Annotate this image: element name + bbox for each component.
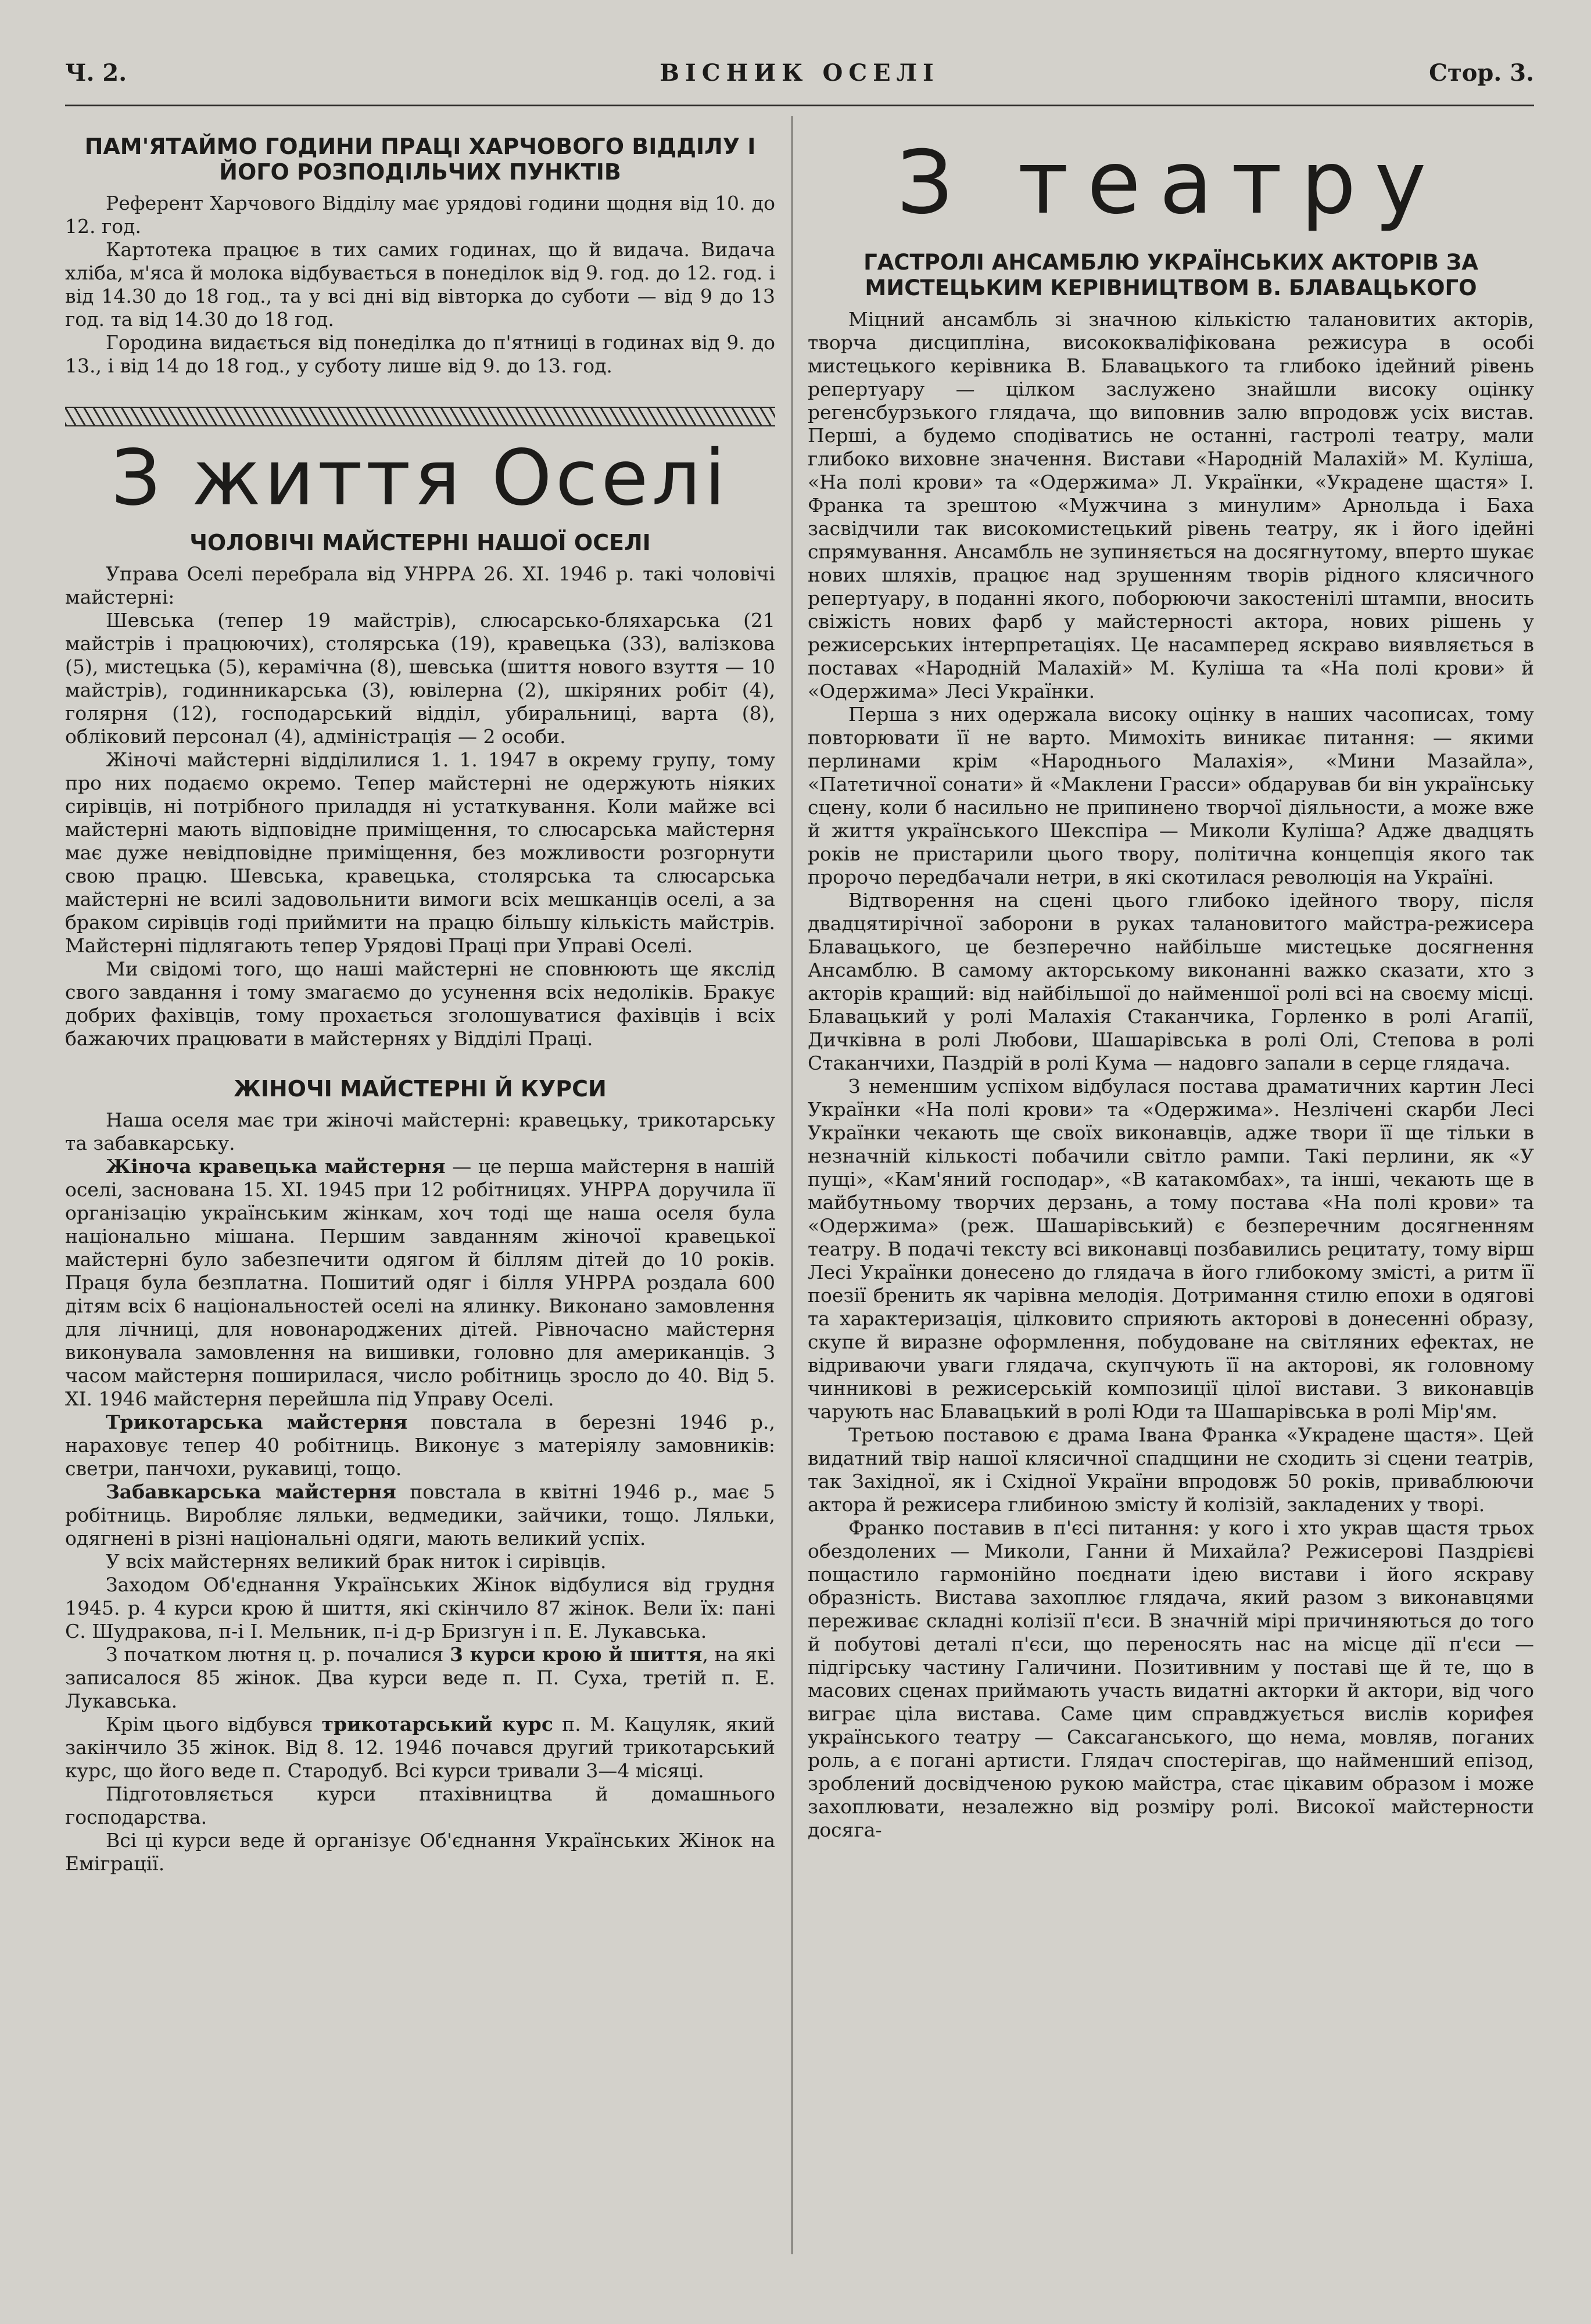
article-paragraph: Третьою поставою є драма Івана Франка «Украдене щастя». Цей видатний твір нашої клясичної спадщини не сходить зі сцени театрів, так Західної, як і Східної України впродовж 50 років, приваблюючи актора й режисера глибиною змісту й колізій, закладених у творі. bbox=[808, 1423, 1534, 1516]
newspaper-title: ВІСНИК ОСЕЛІ bbox=[660, 59, 940, 87]
notice-paragraph: Референт Харчового Відділу має урядові години щодня від 10. до 12. год. bbox=[65, 192, 775, 238]
page-number: Стор. 3. bbox=[1429, 59, 1534, 87]
article-paragraph bbox=[65, 1643, 775, 1713]
article-paragraph: Всі ці курси веде й організує Об'єднання Українських Жінок на Еміграції. bbox=[65, 1829, 775, 1875]
paragraph-text: З початком лютня ц. р. почалися bbox=[106, 1643, 450, 1666]
article-paragraph: Заходом Об'єднання Українських Жінок відбулися від грудня 1945. р. 4 курси крою й шиття, які скінчило 87 жінок. Вели їх: пані С. Шудракова, п-і І. Мельник, п-і д-р Бризгун і п. Е. Лукавська. bbox=[65, 1573, 775, 1642]
article-paragraph bbox=[65, 1155, 775, 1411]
header-rule bbox=[65, 105, 1534, 106]
article-paragraph: Ми свідомі того, що наші майстерні не сповнюють ще якслід свого завдання і тому змагаємо до усунення всіх недоліків. Бракує добрих фахівців, тому прохається зголошуватися фахівців і всіх бажаючих працювати в майстернях у Відділі Праці. bbox=[65, 957, 775, 1050]
column-divider bbox=[791, 116, 793, 2254]
article-paragraph: Відтворення на сцені цього глибоко ідейного твору, після двадцятирічної заборони в руках талановитого майстра-режисера Блавацького, це безперечно найбільше мистецьке досягнення Ансамблю. В самому акторському виконанні важко сказати, хто з акторів кращий: від найбільшої до найменшої ролі всі на своєму місці. Блавацький у ролі Малахія Стаканчика, Горленко в ролі Агапії, Дичківна в ролі Любови, Шашарівська в ролі Олі, Степова в ролі Стаканчихи, Паздрій в ролі Кума — надовго запали в серце глядача. bbox=[808, 889, 1534, 1074]
paragraph-text: п. М. Кацуляк, який закінчило 35 жінок. Від 8. 12. 1946 почався другий трикотарський курс, що його веде п. Стародуб. Всі курси тривали 3—4 місяці. bbox=[65, 1713, 776, 1782]
paragraph-text: Крім цього відбувся bbox=[106, 1713, 322, 1735]
bold-lead: Жіноча кравецька майстерня bbox=[106, 1155, 446, 1178]
article-paragraph: Перша з них одержала високу оцінку в наших часописах, тому повторювати її не варто. Мимохіть виникає питання: — якими перлинами крім «Народнього Малахія», «Мини Мазайла», «Патетичної сонати» й «Маклени Грасси» обдарував би він українську сцену, коли б насильно не припинено творчої діяльности, а може вже й життя українського Шекспіра — Миколи Куліша? Адже двадцять років не пристарили цього твору, політична концепція якого так пророчо передбачали нетри, в які скотилася революція на Україні. bbox=[808, 703, 1534, 888]
section-title-life: З життя Оселі bbox=[111, 433, 729, 523]
left-column bbox=[65, 134, 775, 1875]
article-paragraph: Жіночі майстерні відділилися 1. 1. 1947 в окрему групу, тому про них подаємо окремо. Тепер майстерні не одержують ніяких сирівців, ні потрібного приладдя ні устаткування. Коли майже всі майстерні мають відповідне приміщення, то слюсарська майстерня має дуже невідповідне приміщення, без можливости розгорнути свою працю. Шевська, кравецька, столярська та слюсарська майстерні не всилі задовольнити вимоги всіх мешканців оселі, а за браком сирівців годі приймити на працю більшу кількість майстрів. Майстерні підлягають тепер Урядові Праці при Управі Оселі. bbox=[65, 748, 775, 957]
bold-lead: Забавкарська майстерня bbox=[106, 1480, 396, 1503]
right-column bbox=[808, 134, 1534, 1842]
article-paragraph: Управа Оселі перебрала від УНРРА 26. XI. 1946 р. такі чоловічі майстерні: bbox=[65, 562, 775, 608]
article-paragraph: Міцний ансамбль зі значною кількістю талановитих акторів, творча дисципліна, висококваліфікована режисура в особі мистецького керівника В. Блавацького та глибоко ідейний рівень репертуару — цілком заслужено знайшли високу оцінку регенсбурзького глядача, що виповнив залю впродовж усіх вистав. Перші, а будемо сподіватись не останні, гастролі театру, мали глибоко виховне значення. Вистави «Народній Малахій» М. Куліша, «На полі крови» та «Одержима» Л. Українки, «Украдене щастя» І. Франка та зрештою «Мужчина з минулим» Арнольда і Баха засвідчили так високомистецький рівень театру, як і його ідейні спрямування. Ансамбль не зупиняється на досягнутому, вперто шукає нових шляхів, працює над зрушенням творів рідного клясичного репертуару, в поданні якого, поборюючи закостенілі штампи, вносить свіжість нових фарб у майстерності актора, нових рішень у режисерських інтерпретаціях. Це насамперед яскраво виявляється в поставах «Народній Малахій» М. Куліша та «На полі крови» й «Одержима» Лесі Українки. bbox=[808, 308, 1534, 702]
bold-lead: Трикотарська майстерня bbox=[106, 1411, 408, 1433]
article-paragraph: Франко поставив в п'єсі питання: у кого і хто украв щастя трьох обездолених — Миколи, Ганни й Михайла? Режисерові Паздрієві пощастило гармонійно поєднати ідею вистави і його яскраву образність. Вистава захоплює глядача, який разом з виконавцями переживає складні колізії п'єси. В значній мірі причиняються до того й побутові деталі п'єси, що переносять нас на місце дії п'єси — підгірську частину Галичини. Позитивним у поставі ще й те, що в масових сценах приймають участь видатні акторки й актори, від чого виграє ціла вистава. Саме цим справджується вислів корифея українського театру — Саксаганського, що нема, мовляв, поганих роль, а є погані артисти. Глядач спостерігав, що найменший епізод, зроблений досвідченою рукою майстра, стає цікавим образом і може захоплювати, незалежно від розміру ролі. Високої майстерности досяга- bbox=[808, 1516, 1534, 1841]
women-workshops-heading: ЖІНОЧІ МАЙСТЕРНІ Й КУРСИ bbox=[234, 1076, 607, 1102]
bold-lead: 3 курси крою й шиття bbox=[449, 1643, 703, 1666]
page-header bbox=[65, 59, 1534, 100]
paragraph-text: — це перша майстерня в нашій оселі, заснована 15. XI. 1945 при 12 робітницях. УНРРА доручила її організацію українським жінкам, хоч тоді ще наша оселя була національно мішана. Першим завданням жіночої кравецької майстерні було забезпечити одягом й біллям дітей до 10 років. Праця була безплатна. Пошитий одяг і білля УНРРА роздала 600 дітям всіх 6 національностей оселі на ялинку. Виконано замовлення для лічниці, для новонароджених дітей. Рівночасно майстерня виконувала замовлення на вишивки, головно для американців. З часом майстерня поширилася, число робітниць зросло до 40. Від 5. XI. 1946 майстерня перейшла під Управу Оселі. bbox=[65, 1155, 775, 1410]
paragraph-text: , на які записалося 85 жінок. Два курси веде п. П. Суха, третій п. Е. Лукавська. bbox=[65, 1643, 776, 1712]
men-workshops-heading: ЧОЛОВІЧІ МАЙСТЕРНІ НАШОЇ ОСЕЛІ bbox=[189, 530, 651, 555]
article-paragraph bbox=[65, 1411, 775, 1480]
article-paragraph bbox=[65, 1713, 775, 1783]
article-paragraph bbox=[65, 1480, 775, 1550]
article-paragraph: Наша оселя має три жіночі майстерні: кравецьку, трикотарську та забавкарську. bbox=[65, 1109, 775, 1154]
paragraph-text: повстала в березні 1946 р., нараховує тепер 40 робітниць. Виконує з матеріялу замовників: светри, панчохи, рукавиці, тощо. bbox=[65, 1411, 776, 1480]
paragraph-text: повстала в квітні 1946 р., має 5 робітниць. Виробляє ляльки, ведмедики, зайчики, тощо. Ляльки, одягнені в різні національні одяги, мають великий успіх. bbox=[65, 1480, 775, 1550]
section-title-theatre: З театру bbox=[897, 132, 1445, 234]
bold-lead: трикотарський курс bbox=[321, 1713, 553, 1735]
issue-number: Ч. 2. bbox=[65, 59, 127, 87]
section-divider bbox=[65, 407, 775, 426]
article-paragraph: У всіх майстернях великий брак ниток і сирівців. bbox=[106, 1550, 607, 1573]
theatre-article-heading: ГАСТРОЛІ АНСАМБЛЮ УКРАЇНСЬКИХ АКТОРІВ ЗА МИСТЕЦЬКИМ КЕРІВНИЦТВОМ В. БЛАВАЦЬКОГО bbox=[863, 250, 1478, 300]
article-paragraph: Шевська (тепер 19 майстрів), слюсарсько-бляхарська (21 майстрів і працюючих), столярська (19), кравецька (33), валізкова (5), мистецька (5), керамічна (8), шевська (шиття нового взуття — 10 майстрів), годинникарська (3), ювілерна (2), шкіряних робіт (4), голярня (12), господарський відділ, убиральниці, варта (8), обліковий персонал (4), адміністрація — 2 особи. bbox=[65, 609, 775, 748]
article-paragraph: Підготовляється курси птахівництва й домашнього господарства. bbox=[65, 1783, 775, 1828]
notice-paragraph: Картотека працює в тих самих годинах, що й видача. Видача хліба, м'яса й молока відбувається в понеділок від 9. год. до 12. год. і від 14.30 до 18 год., та у всі дні від вівторка до суботи — від 9 до 13 год. та від 14.30 до 18 год. bbox=[65, 238, 775, 331]
notice-heading: ПАМ'ЯТАЙМО ГОДИНИ ПРАЦІ ХАРЧОВОГО ВІДДІЛУ І ЙОГО РОЗПОДІЛЬЧИХ ПУНКТІВ bbox=[84, 134, 756, 185]
notice-paragraph: Городина видається від понеділка до п'ятниці в годинах від 9. до 13., і від 14 до 18 год., у суботу лише від 9. до 13. год. bbox=[65, 331, 775, 377]
article-paragraph: З неменшим успіхом відбулася постава драматичних картин Лесі Українки «На полі крови» та «Одержима». Незлічені скарби Лесі Українки чекають ще своїх виконавців, адже твори її ще тільки в незначній кількості побачили світло рампи. Такі перлини, як «У пущі», «Кам'яний господар», «В катакомбах», та інші, чекають ще в майбутньому творчих дерзань, а тому постава «На полі крови» та «Одержима» (реж. Шашарівський) є безперечним досягненням театру. В подачі тексту всі виконавці позбавились рецитату, тому вірш Лесі Українки донесено до глядача в його глибокому змісті, а ритм її поезії бренить як чарівна мелодія. Дотримання стилю епохи в одягові та характеризація, цілковито сприяють акторові в донесенні образу, скупе й виразне оформлення, побудоване на світляних ефектах, не відриваючи уваги глядача, скупчують її на акторові, як головному чинникові в режисерській композиції цілої вистави. З виконавців чарують нас Блавацький в ролі Юди та Шашарівська в ролі Мір'ям. bbox=[808, 1075, 1534, 1423]
